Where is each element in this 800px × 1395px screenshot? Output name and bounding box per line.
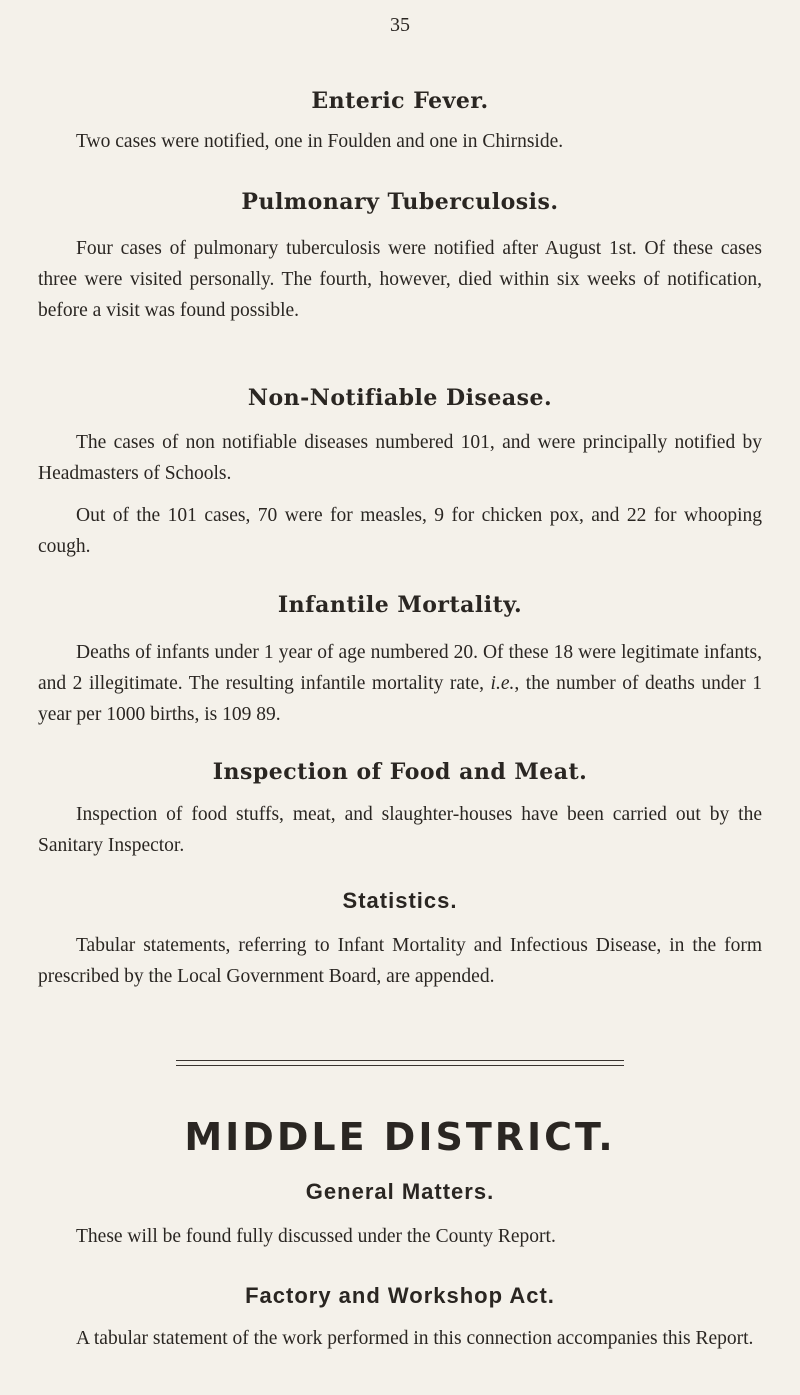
divider-rule-bottom xyxy=(176,1065,624,1066)
paragraph-factory-workshop-act: A tabular statement of the work performed in this connection accompanies this Report. xyxy=(76,1328,754,1349)
heading-factory-workshop-act: Factory and Workshop Act. xyxy=(245,1283,555,1308)
paragraph-non-notifiable-1: The cases of non notifiable diseases numbered 101, and were principally notified by Headmasters of Schools. xyxy=(38,432,762,484)
infantile-text-1: Deaths of infants under 1 year of age numbered 20. Of these 18 were legitimate infants, and 2 illegitimate. The resulting infantile mortality rate, xyxy=(38,642,762,694)
paragraph-inspection-food-meat: Inspection of food stuffs, meat, and slaughter-houses have been carried out by the Sanitary Inspector. xyxy=(38,804,762,856)
page-number: 35 xyxy=(390,14,410,36)
paragraph-enteric-fever: Two cases were notified, one in Foulden and one in Chirnside. xyxy=(76,131,564,152)
paragraph-non-notifiable-2: Out of the 101 cases, 70 were for measles, 9 for chicken pox, and 22 for whooping cough. xyxy=(38,505,762,557)
heading-general-matters: General Matters. xyxy=(305,1179,495,1204)
heading-pulmonary-tuberculosis: Pulmonary Tuberculosis. xyxy=(241,189,559,215)
divider-rule-top xyxy=(176,1060,624,1061)
paragraph-infantile-mortality xyxy=(38,637,762,730)
infantile-text-2: , the number of deaths under 1 year per 1000 births, is 109 89. xyxy=(38,673,762,725)
heading-inspection-food-meat: Inspection of Food and Meat. xyxy=(212,759,588,785)
heading-infantile-mortality: Infantile Mortality. xyxy=(277,592,523,618)
paragraph-statistics: Tabular statements, referring to Infant Mortality and Infectious Disease, in the form prescribed by the Local Government Board, are appended. xyxy=(38,935,762,987)
paragraph-pulmonary-tuberculosis: Four cases of pulmonary tuberculosis were notified after August 1st. Of these cases three were visited personally. The fourth, however, died within six weeks of notification, before a visit was found possible. xyxy=(38,238,762,321)
paragraph-general-matters: These will be found fully discussed under the County Report. xyxy=(76,1226,556,1247)
heading-statistics: Statistics. xyxy=(342,888,458,913)
district-title: MIDDLE DISTRICT. xyxy=(184,1115,616,1159)
heading-non-notifiable-disease: Non-Notifiable Disease. xyxy=(247,385,553,411)
infantile-text-ie: i.e. xyxy=(490,673,515,694)
heading-enteric-fever: Enteric Fever. xyxy=(311,88,489,114)
